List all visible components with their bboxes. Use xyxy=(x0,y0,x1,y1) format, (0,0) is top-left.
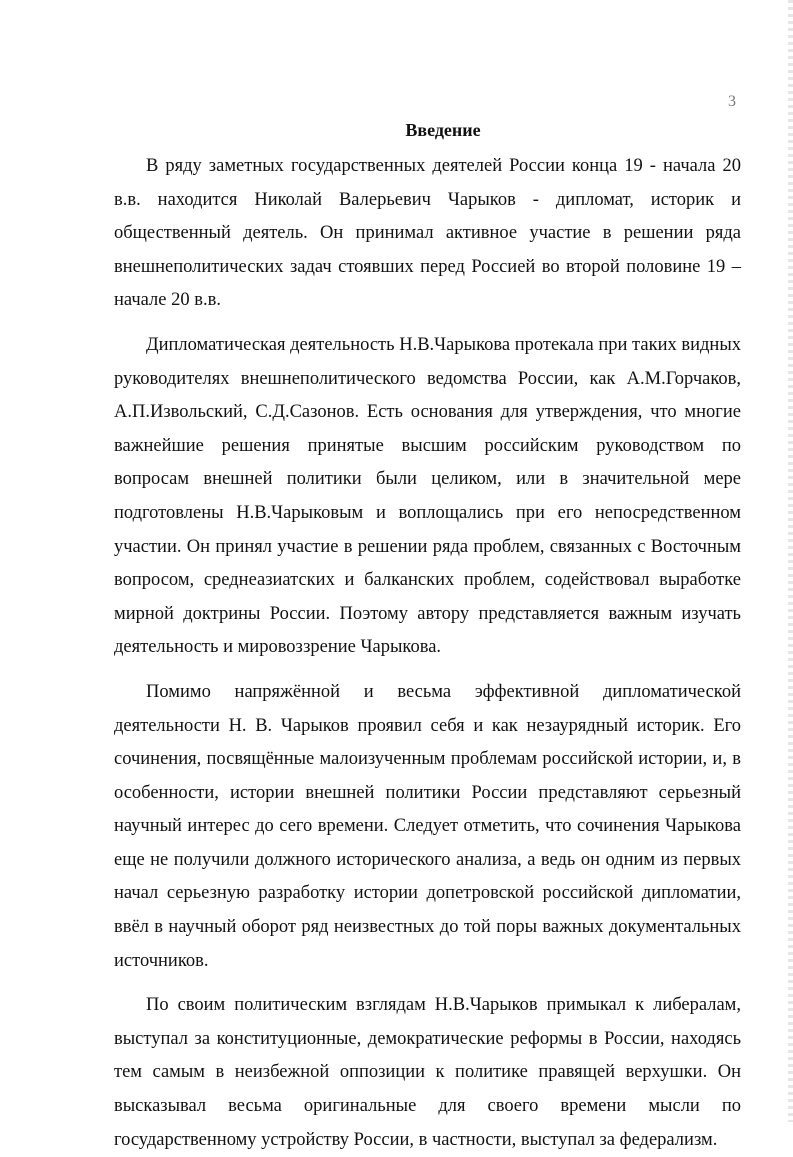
page-title: Введение xyxy=(405,120,481,140)
paragraph-3: Помимо напряжённой и весьма эффективной дипломатической деятельности Н. В. Чарыков проявил себя и как незаурядный историк. Его сочинения, посвящённые малоизученным проблемам российской истории, и, в особенности, истории внешней политики России представляют серьезный научный интерес до сего времени. Следует отметить, что сочинения Чарыкова еще не получили должного исторического анализа, а ведь он одним из первых начал серьезную разработку истории допетровской российской дипломатии, ввёл в научный оборот ряд неизвестных до той поры важных документальных источников. xyxy=(114,681,741,971)
paragraph-1: В ряду заметных государственных деятелей России конца 19 - начала 20 в.в. находится Николай Валерьевич Чарыков - дипломат, историк и общественный деятель. Он принимал активное участие в решении ряда внешнеполитических задач стоявших перед Россией во второй половине 19 – начале 20 в.в. xyxy=(114,156,741,311)
paragraph-4: По своим политическим взглядам Н.В.Чарыков примыкал к либералам, выступал за конституционные, демократические реформы в России, находясь тем самым в неизбежной оппозиции к политике правящей верхушки. Он высказывал весьма оригинальные для своего времени мысли по государственному устройству России, в частности, выступал за федерализм. xyxy=(114,995,741,1150)
body-text xyxy=(114,150,741,1157)
paragraph-2: Дипломатическая деятельность Н.В.Чарыкова протекала при таких видных руководителях внешнеполитического ведомства России, как А.М.Горчаков, А.П.Извольский, С.Д.Сазонов. Есть основания для утверждения, что многие важнейшие решения принятые высшим российским руководством по вопросам внешней политики были целиком, или в значительной мере подготовлены Н.В.Чарыковым и воплощались при его непосредственном участии. Он принял участие в решении ряда проблем, связанных с Восточным вопросом, среднеазиатских и балканских проблем, содействовал выработке мирной доктрины России. Поэтому автору представляется важным изучать деятельность и мировоззрение Чарыкова. xyxy=(114,334,741,658)
scan-edge-artifact xyxy=(788,0,793,1122)
page-number: 3 xyxy=(728,93,736,110)
